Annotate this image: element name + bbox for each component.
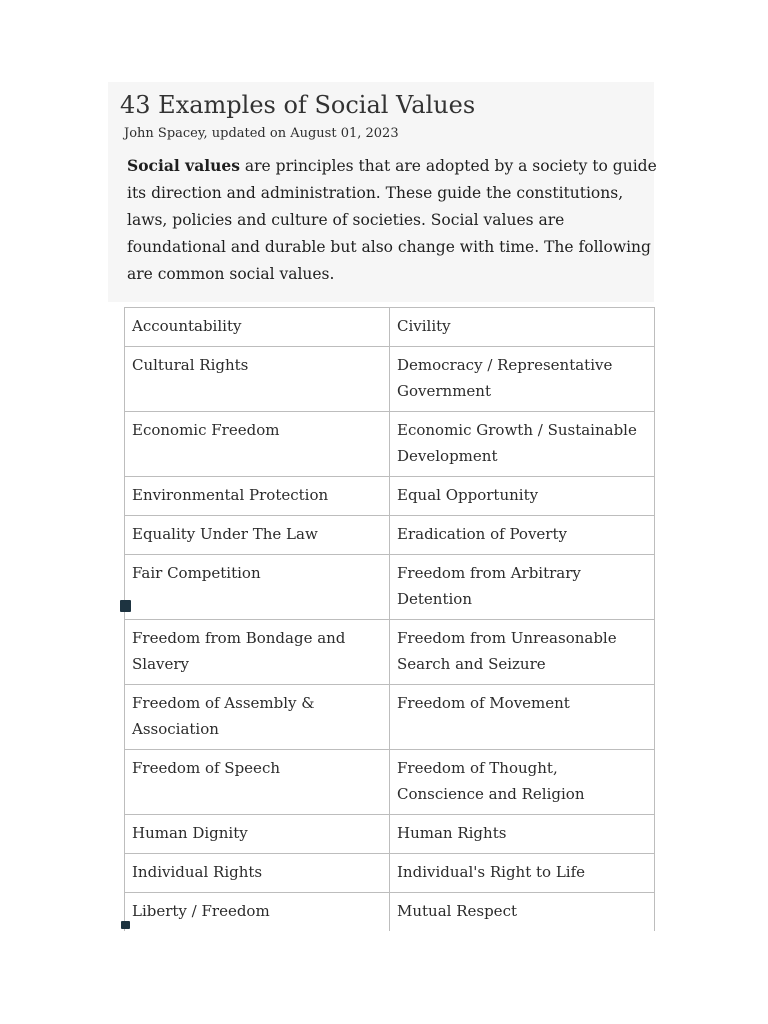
intro-term: Social values: [127, 156, 240, 175]
table-cell: Economic Growth / Sustainable Development: [390, 412, 655, 477]
intro-text: are principles that are adopted by a society to guide its direction and administration. These guide the constitutions, laws, policies and culture of societies. Social values are foundational and durable but also change with time. The following are common social values.: [127, 157, 657, 283]
table-row: [125, 477, 655, 516]
article-title: 43 Examples of Social Values: [120, 91, 476, 119]
social-values-table: [124, 307, 655, 931]
table-row: [125, 412, 655, 477]
table-row: [125, 893, 655, 932]
table-cell: Human Rights: [390, 815, 655, 854]
table-cell: Freedom from Bondage and Slavery: [125, 620, 390, 685]
table-cell: Fair Competition: [125, 555, 390, 620]
article-byline: John Spacey, updated on August 01, 2023: [124, 126, 399, 141]
selection-handle-top[interactable]: [120, 600, 131, 612]
table-row: [125, 815, 655, 854]
table-cell: Freedom from Arbitrary Detention: [390, 555, 655, 620]
selection-handle-bottom[interactable]: [121, 921, 130, 929]
table-row: [125, 750, 655, 815]
table-cell: Cultural Rights: [125, 347, 390, 412]
table-cell: Environmental Protection: [125, 477, 390, 516]
article-intro: [127, 152, 657, 288]
table-cell: Civility: [390, 308, 655, 347]
table-row: [125, 347, 655, 412]
table-cell: Individual's Right to Life: [390, 854, 655, 893]
table-row: [125, 516, 655, 555]
table-cell: Equal Opportunity: [390, 477, 655, 516]
table-cell: Freedom from Unreasonable Search and Seizure: [390, 620, 655, 685]
table-cell: Democracy / Representative Government: [390, 347, 655, 412]
table-cell: Mutual Respect: [390, 893, 655, 932]
table-cell: Freedom of Assembly & Association: [125, 685, 390, 750]
table-cell: Accountability: [125, 308, 390, 347]
table-row: [125, 620, 655, 685]
table-row: [125, 308, 655, 347]
table-cell: Freedom of Speech: [125, 750, 390, 815]
table-cell: Human Dignity: [125, 815, 390, 854]
table-cell: Equality Under The Law: [125, 516, 390, 555]
table-row: [125, 685, 655, 750]
table-cell: Liberty / Freedom: [125, 893, 390, 932]
table-cell: Freedom of Thought, Conscience and Religion: [390, 750, 655, 815]
table-row: [125, 555, 655, 620]
table-row: [125, 854, 655, 893]
table-cell: Economic Freedom: [125, 412, 390, 477]
table-cell: Individual Rights: [125, 854, 390, 893]
table-cell: Eradication of Poverty: [390, 516, 655, 555]
table-cell: Freedom of Movement: [390, 685, 655, 750]
